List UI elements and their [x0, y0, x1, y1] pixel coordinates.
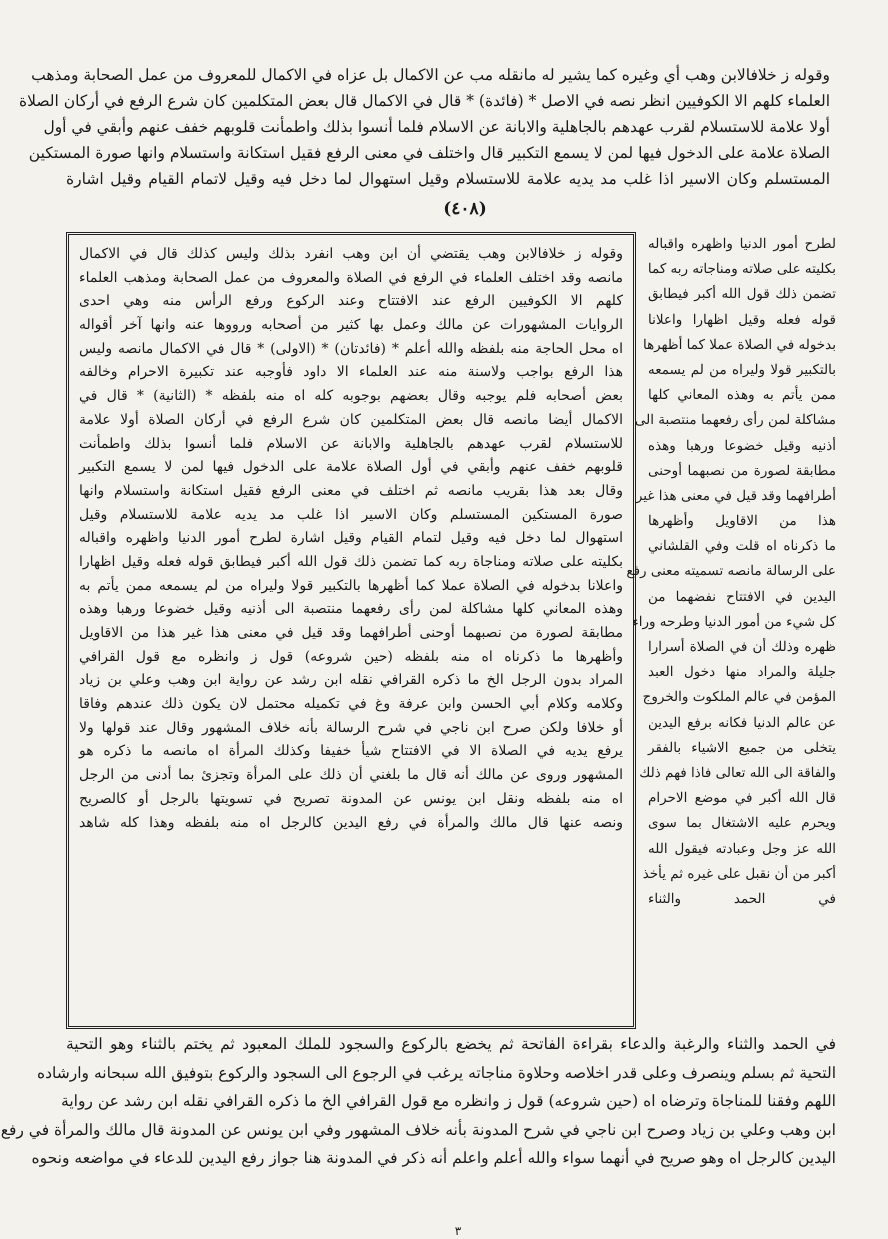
- signature-mark: ٣: [454, 1224, 462, 1238]
- footer-line: اللهم وفقنا للمناجاة وترضاه اه (حين شروعه) قول ز وانظره مع قول القرافي الخ ما ذكره القرافي نقله ابن رشد عن رواية: [61, 1092, 836, 1110]
- main-text-body: [79, 243, 623, 835]
- main-line: وهذه المعاني كلها مشاكلة لمن رأى رفعهما منتصبة الى أذنيه وقيل خضوعا ورهبا وهذه: [79, 601, 623, 618]
- main-line: مطابقة لصورة من نصبهما أوحنى أطرافهما وقد قيل في معنى هذا غير هذا من الاقاويل: [79, 625, 623, 641]
- footer-line: التحية ثم بسلم وينصرف وعلى قدر اخلاصه وحلاوة مناجاته يرغب في الرجوع الى السجود والركوع بتوفيق الله سبحانه وارشاده: [37, 1063, 836, 1082]
- footer-line: اليدين كالرجل اه وهو صريح في أنهما سواء والله أعلم واعلم أنه ذكر في المدونة هنا جواز رفع اليدين للدعاء في مواضعه ونحوه: [31, 1149, 836, 1167]
- main-line: للاستسلام لقرب عهدهم بالجاهلية والابانة عن الاسلام فلما أنسوا بذلك واطمأنت: [79, 435, 623, 452]
- margin-line: كل شيء من أمور الدنيا وطرحه وراء: [632, 613, 836, 630]
- main-text-frame: [66, 232, 636, 1029]
- margin-line: ظهره وذلك أن في الصلاة أسرارا: [648, 639, 836, 655]
- main-line: يرفع يديه في الصلاة الا في الافتتاح شيأ خفيفا وكذلك المرأة اه مانصه ما ذكره هو: [79, 743, 623, 760]
- margin-line: بالتكبير قولا وليراه من لم يسمعه: [648, 361, 836, 378]
- header-line: أولا علامة للاستسلام لقرب عهدهم بالجاهلية والابانة عن الاسلام فلما أنسوا بذلك واطمأنت قلوبهم خفف عنهم وأبقي في أول: [43, 118, 830, 136]
- main-line: هذا الرفع بواجب ولاسنة منه عند العلماء الا داود فأوجبه عند تكبيرة الاحرام وخالفه: [79, 364, 623, 381]
- main-line: بعض أصحابه فلم يوجبه وقال بعضهم بوجوبه كله اه منه بلفظه * (الثانية) * قال في: [79, 388, 623, 405]
- margin-line: عن عالم الدنيا فكانه برفع اليدين: [648, 714, 836, 731]
- margin-commentary-column: [626, 232, 836, 912]
- main-line: ونصه عنها قال مالك والمرأة في رفع اليدين كالرجل اه منه بلفظه وهذا كله شاهد: [79, 814, 623, 831]
- margin-line: هذا من الاقاويل وأظهرها: [648, 513, 836, 530]
- main-line: كلهم الا الكوفيين الرفع عند الافتتاح وعند الركوع ورفع الرأس منه وهي احدى: [79, 293, 623, 310]
- header-line: المستسلم وكان الاسير اذا غلب مد يديه علامة للاستسلام وقيل استهوال لما دخل فيه وقيل لاتمام القيام وقيل اشارة: [66, 170, 830, 188]
- margin-line: جليلة والمراد منها دخول العبد: [648, 664, 836, 681]
- margin-line: ما ذكرناه اه قلت وفي القلشاني: [648, 538, 836, 555]
- header-line: وقوله ز خلافالابن وهب أي وغيره كما يشير له مانقله مب عن الاكمال بل عزاه في الاكمال للمعروف من عمل الصحابة ومذهب: [31, 66, 830, 84]
- page-number: (٤٠٨): [443, 199, 487, 219]
- margin-line: بدخوله في الصلاة عملا كما أظهرها: [642, 336, 836, 353]
- margin-line: في الحمد والثناء: [648, 890, 836, 907]
- margin-line: ممن يأتم به وهذه المعاني كلها: [648, 387, 836, 404]
- margin-line: ويحرم عليه الاشتغال بما سوى: [648, 815, 836, 832]
- margin-line: مشاكلة لمن رأى رفعهما منتصبة الى: [634, 412, 836, 429]
- main-line: اه محل الحاجة منه بلفظه والله أعلم * (فائدتان) * (الاولى) * قال في الاكمال مانصه وليس: [79, 340, 623, 357]
- main-line: وكلامه وكلام أبي الحسن وابن عرفة وغ في تكميله محتمل لان يكون ذلك عندهم وفاقا: [79, 696, 623, 713]
- margin-line: أذنيه وقيل خضوعا ورهبا وهذه: [648, 437, 836, 454]
- main-line: وقوله ز خلافالابن وهب يقتضي أن ابن وهب انفرد بذلك وليس كذلك قال في الاكمال: [79, 246, 623, 262]
- main-line: قلوبهم خفف عنهم وأبقي في أول الصلاة علامة على الدخول فيها لمن لا يسمع التكبير: [79, 459, 623, 476]
- main-line: استهوال لما دخل فيه وقيل لتمام القيام وقيل اشارة لطرح أمور الدنيا واظهره واقباله: [79, 530, 623, 547]
- main-line: بكليته على صلاته ومناجاة ربه كما تضمن ذلك قول الله أكبر فيطابق قوله فعله وقيل اظهارا: [79, 553, 623, 570]
- margin-line: والفاقة الى الله تعالى فاذا فهم ذلك: [639, 764, 836, 781]
- margin-line: أطرافهما وقد قيل في معنى هذا غير: [635, 487, 836, 504]
- header-line: العلماء كلهم الا الكوفيين انظر نصه في الاصل * (فائدة) * قال في الاكمال قال بعض المتكلمين كان شرع الرفع في أركان الصلاة: [18, 92, 830, 110]
- margin-line: قال الله أكبر في موضع الاحرام: [648, 790, 836, 807]
- margin-line: بكليته على صلاته ومناجاته ربه كما: [647, 261, 836, 278]
- footer-text-block: [0, 1030, 836, 1173]
- header-text-block: [18, 62, 830, 192]
- margin-line: مطابقة لصورة من نصبهما أوحنى: [648, 462, 836, 479]
- margin-line: الله عز وجل وعبادته فيقول الله: [648, 840, 836, 857]
- margin-line: المؤمن في عالم الملكوت والخروج: [642, 689, 836, 706]
- margin-line: لطرح أمور الدنيا واظهره واقباله: [648, 236, 836, 252]
- main-line: وقال بعد هذا بقريب مانصه ثم اختلف في معنى الرفع فقيل استكانة واستسلام وانها: [79, 482, 623, 499]
- main-line: الاكمال أيضا مانصه قال بعض المتكلمين كان شرع الرفع في أركان الصلاة أولا علامة: [79, 411, 623, 428]
- main-line: أو خلافا ولكن صرح ابن ناجي في شرح الرسالة بأنه خلاف المشهور وقال عند قولها ولا: [79, 719, 623, 736]
- main-line: صورة المستكين المستسلم وكان الاسير اذا غلب مد يديه علامة للاستسلام وقيل: [79, 506, 623, 523]
- header-line: الصلاة علامة على الدخول فيها لمن لا يسمع التكبير قال واختلف في معنى الرفع فقيل استكانة واستسلام وانها صورة المستكين: [28, 144, 830, 162]
- main-line: المشهور وروى عن مالك أنه قال ما بلغني أن ذلك على المرأة وتجزئ بما أدنى من الرجل: [79, 767, 623, 784]
- main-line: واعلانا بدخوله في الصلاة عملا كما أظهرها بالتكبير قولا وليراه من لم يسمعه ممن يأتم به: [79, 577, 623, 594]
- main-line: وأظهرها ما ذكرناه اه منه بلفظه (حين شروعه) قول ز وانظره مع قول القرافي: [79, 648, 623, 665]
- margin-line: على الرسالة مانصه تسميته معنى رفع: [626, 563, 836, 580]
- main-line: اه منه بلفظه ونقل ابن يونس عن المدونة تصريح في تسويتها بالرجل أو كالصريح: [79, 790, 623, 807]
- margin-line: قوله فعله وقيل اظهارا واعلانا: [648, 311, 836, 328]
- margin-line: أكبر من أن نقبل على غيره ثم يأخذ: [642, 865, 836, 882]
- footer-line: في الحمد والثناء والرغبة والدعاء بقراءة الفاتحة ثم يخضع بالركوع والسجود للملك المعبود ثم يختم بالثناء وهو التحية: [66, 1035, 836, 1053]
- footer-line: ابن وهب وعلي بن زياد وصرح ابن ناجي في شرح المدونة بأنه خلاف المشهور وفي ابن يونس عن المدونة قال مالك والمرأة في رفع: [0, 1120, 836, 1139]
- main-line: المراد بدون الرجل الخ ما ذكره القرافي نقله ابن رشد عن رواية ابن وهب وعلي بن زياد: [79, 672, 623, 689]
- main-line: مانصه وقد اختلف العلماء في الرفع في الصلاة والمعروف من عمل الصحابة ومذهب العلماء: [79, 269, 623, 286]
- margin-line: يتخلى من جميع الاشياء بالفقر: [648, 739, 836, 756]
- margin-line: اليدين في الافتتاح نفضهما من: [648, 588, 836, 605]
- main-line: الروايات المشهورات عن مالك وعمل بها كثير من أصحابه ورووها عنه وانها آخر أقواله: [79, 317, 623, 334]
- margin-line: تضمن ذلك قول الله أكبر فيطابق: [648, 286, 836, 303]
